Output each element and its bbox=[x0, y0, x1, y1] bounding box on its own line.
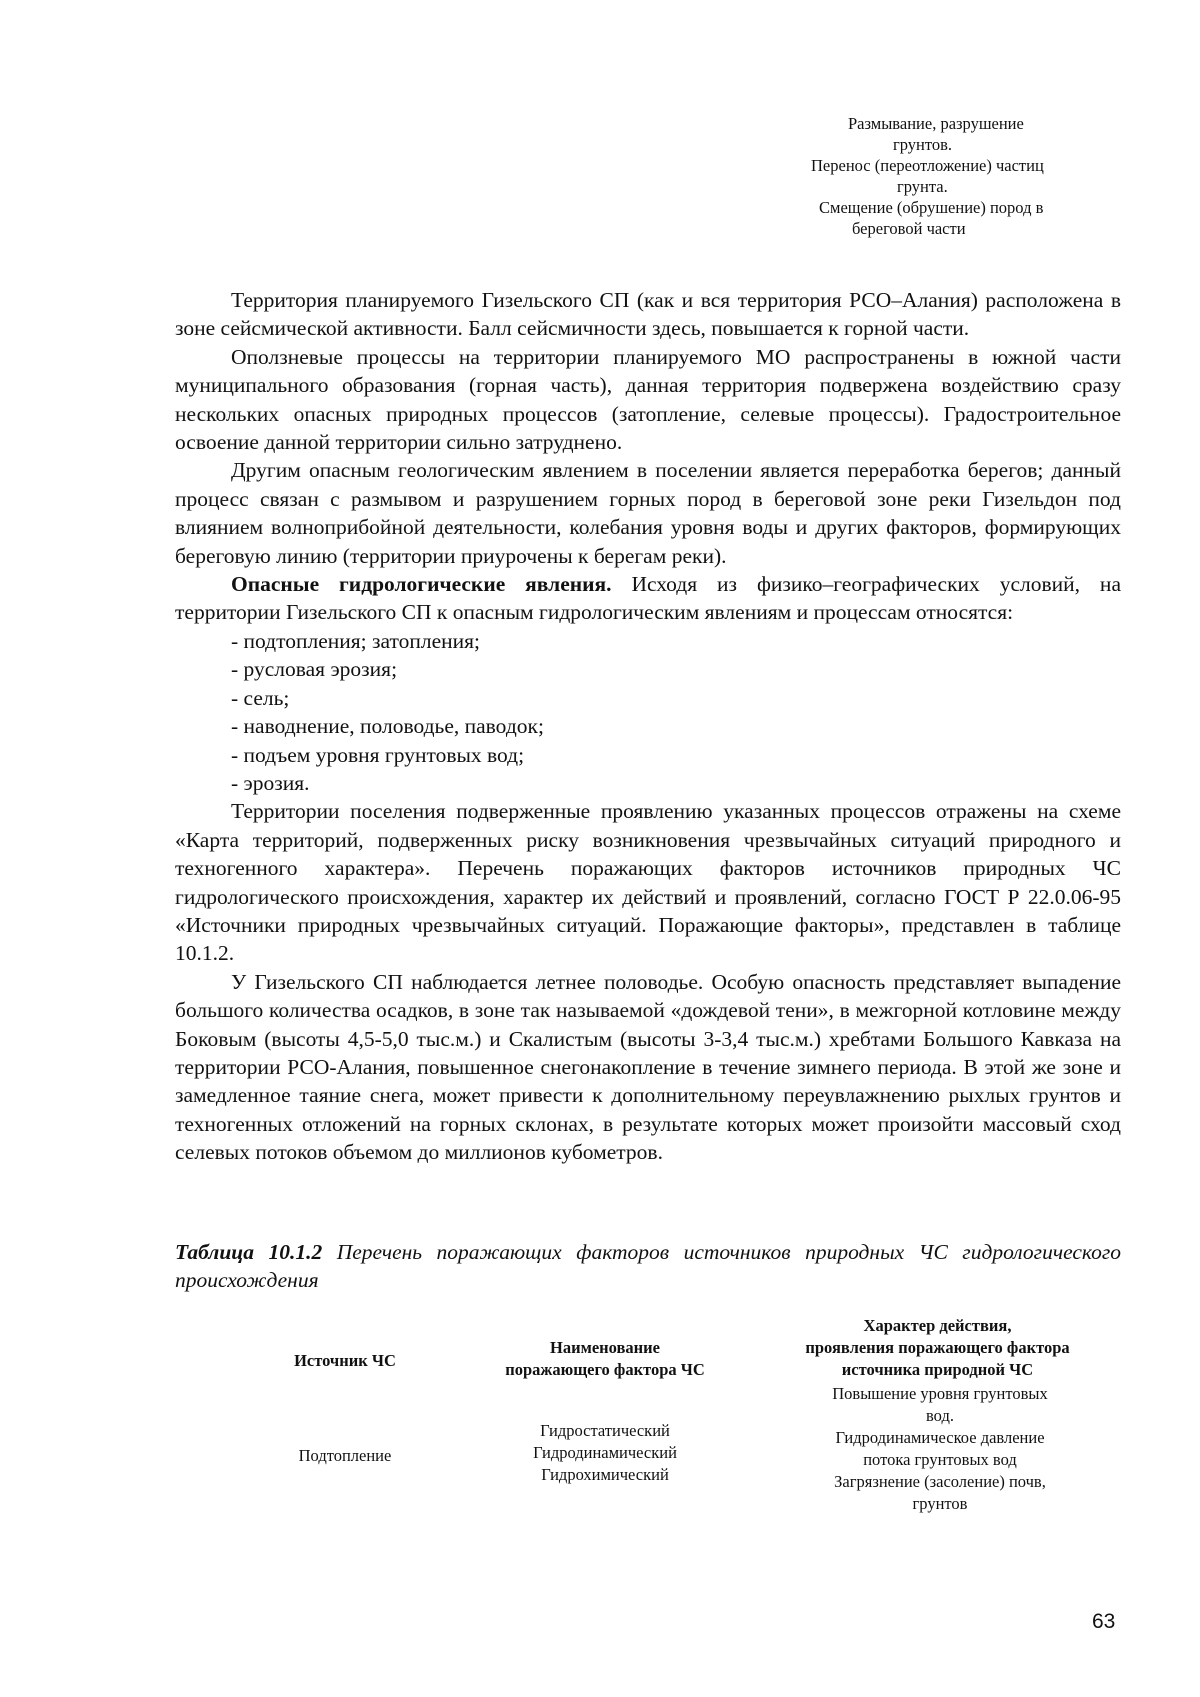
list-item: - подъем уровня грунтовых вод; bbox=[231, 742, 525, 767]
list-item: - эрозия. bbox=[231, 770, 310, 795]
cell-action bbox=[795, 1383, 1085, 1515]
cell-line: потока грунтовых вод bbox=[863, 1450, 1017, 1469]
header-line: поражающего фактора ЧС bbox=[505, 1360, 705, 1379]
cell-line: Гидродинамический bbox=[533, 1443, 677, 1462]
cell-line: Гидрохимический bbox=[541, 1465, 669, 1484]
cell-line: Повышение уровня грунтовых bbox=[832, 1384, 1048, 1403]
fragment-line: грунтов. bbox=[893, 135, 953, 154]
paragraph-bank-erosion: Другим опасным геологическим явлением в поселении является переработка берегов; данный процесс связан с размывом и разрушением горных пород в береговой зоне реки Гизельдон под влиянием волноприбойной деятельности, колебания уровня воды и других факторов, формирующих береговую линию (территории приурочены к берегам реки). bbox=[175, 458, 1121, 568]
header-line: Наименование bbox=[550, 1338, 660, 1357]
paragraph-seismic: Территория планируемого Гизельского СП (как и вся территория РСО–Алания) расположена в зоне сейсмической активности. Балл сейсмичности здесь, повышается к горной части. bbox=[175, 288, 1121, 341]
paragraph-hydrological bbox=[175, 570, 1121, 627]
paragraph-landslides: Оползневые процессы на территории планируемого МО распространены в южной части муниципального образования (горная часть), данная территория подвержена воздействию сразу нескольких опасных природных процессов (затопление, селевые процессы). Градостроительное освоение данной территории сильно затруднено. bbox=[175, 344, 1121, 455]
cell-factor bbox=[485, 1420, 725, 1486]
list-item: - наводнение, половодье, паводок; bbox=[231, 714, 544, 739]
cell-line: Загрязнение (засоление) почв, bbox=[834, 1472, 1046, 1491]
header-line: Характер действия, bbox=[863, 1316, 1012, 1335]
fragment-line: грунта. bbox=[897, 177, 948, 196]
table-caption bbox=[175, 1238, 1121, 1294]
header-line: источника природной ЧС bbox=[841, 1360, 1034, 1379]
cell-line: Гидродинамическое давление bbox=[835, 1428, 1045, 1447]
header-source: Источник ЧС bbox=[294, 1351, 396, 1370]
paragraph-map-reference: Территории поселения подверженные проявлению указанных процессов отражены на схеме «Карта территорий, подверженных риску возникновения чрезвычайных ситуаций природного и техногенного характера». Перечень поражающих факторов источников природных ЧС гидрологического происхождения, характер их действий и проявлений, согласно ГОСТ Р 22.0.06-95 «Источники природных чрезвычайных ситуаций. Поражающие факторы», представлен в таблице 10.1.2. bbox=[175, 799, 1121, 966]
list-item: - сель; bbox=[231, 685, 290, 710]
list-item: - русловая эрозия; bbox=[231, 657, 398, 682]
header-action bbox=[765, 1315, 1110, 1381]
body-text bbox=[175, 286, 1121, 1167]
paragraph-text: Исходя из физико–географических условий, на территории Гизельского СП к опасным гидрологическим явлениям и процессам относятся: bbox=[175, 572, 1121, 625]
cell-source: Подтопление bbox=[298, 1446, 392, 1465]
fragment-line: береговой части bbox=[852, 219, 966, 238]
table-continuation-fragment bbox=[800, 113, 1150, 239]
header-factor bbox=[460, 1337, 750, 1381]
table-caption-label: Таблица 10.1.2 bbox=[175, 1240, 323, 1264]
table-caption-text: Перечень поражающих факторов источников природных ЧС гидрологического происхождения bbox=[175, 1240, 1122, 1292]
list-item: - подтопления; затопления; bbox=[231, 628, 480, 653]
fragment-line: Размывание, разрушение bbox=[848, 114, 1024, 133]
fragment-line: Перенос (переотложение) частиц bbox=[811, 156, 1044, 175]
paragraph-flood-season: У Гизельского СП наблюдается летнее половодье. Особую опасность представляет выпадение большого количества осадков, в зоне так называемой «дождевой тени», в межгорной котловине между Боковым (высоты 4,5-5,0 тыс.м.) и Скалистым (высоты 3-3,4 тыс.м.) хребтами Большого Кавказа на территории РСО-Алания, повышенное снегонакопление в течение зимнего периода. В этой же зоне и замедленное таяние снега, может привести к дополнительному переувлажнению рыхлых грунтов и техногенных отложений на горных склонах, в результате которых может произойти массовый сход селевых потоков объемом до миллионов кубометров. bbox=[175, 969, 1121, 1165]
section-heading-inline: Опасные гидрологические явления. bbox=[231, 572, 612, 597]
cell-line: вод. bbox=[926, 1406, 954, 1425]
hazard-list bbox=[175, 627, 1121, 797]
fragment-line: Смещение (обрушение) пород в bbox=[819, 198, 1044, 217]
cell-line: Гидростатический bbox=[540, 1421, 670, 1440]
page-number: 63 bbox=[1092, 1610, 1116, 1633]
header-line: проявления поражающего фактора bbox=[805, 1338, 1070, 1357]
cell-line: грунтов bbox=[912, 1494, 968, 1513]
